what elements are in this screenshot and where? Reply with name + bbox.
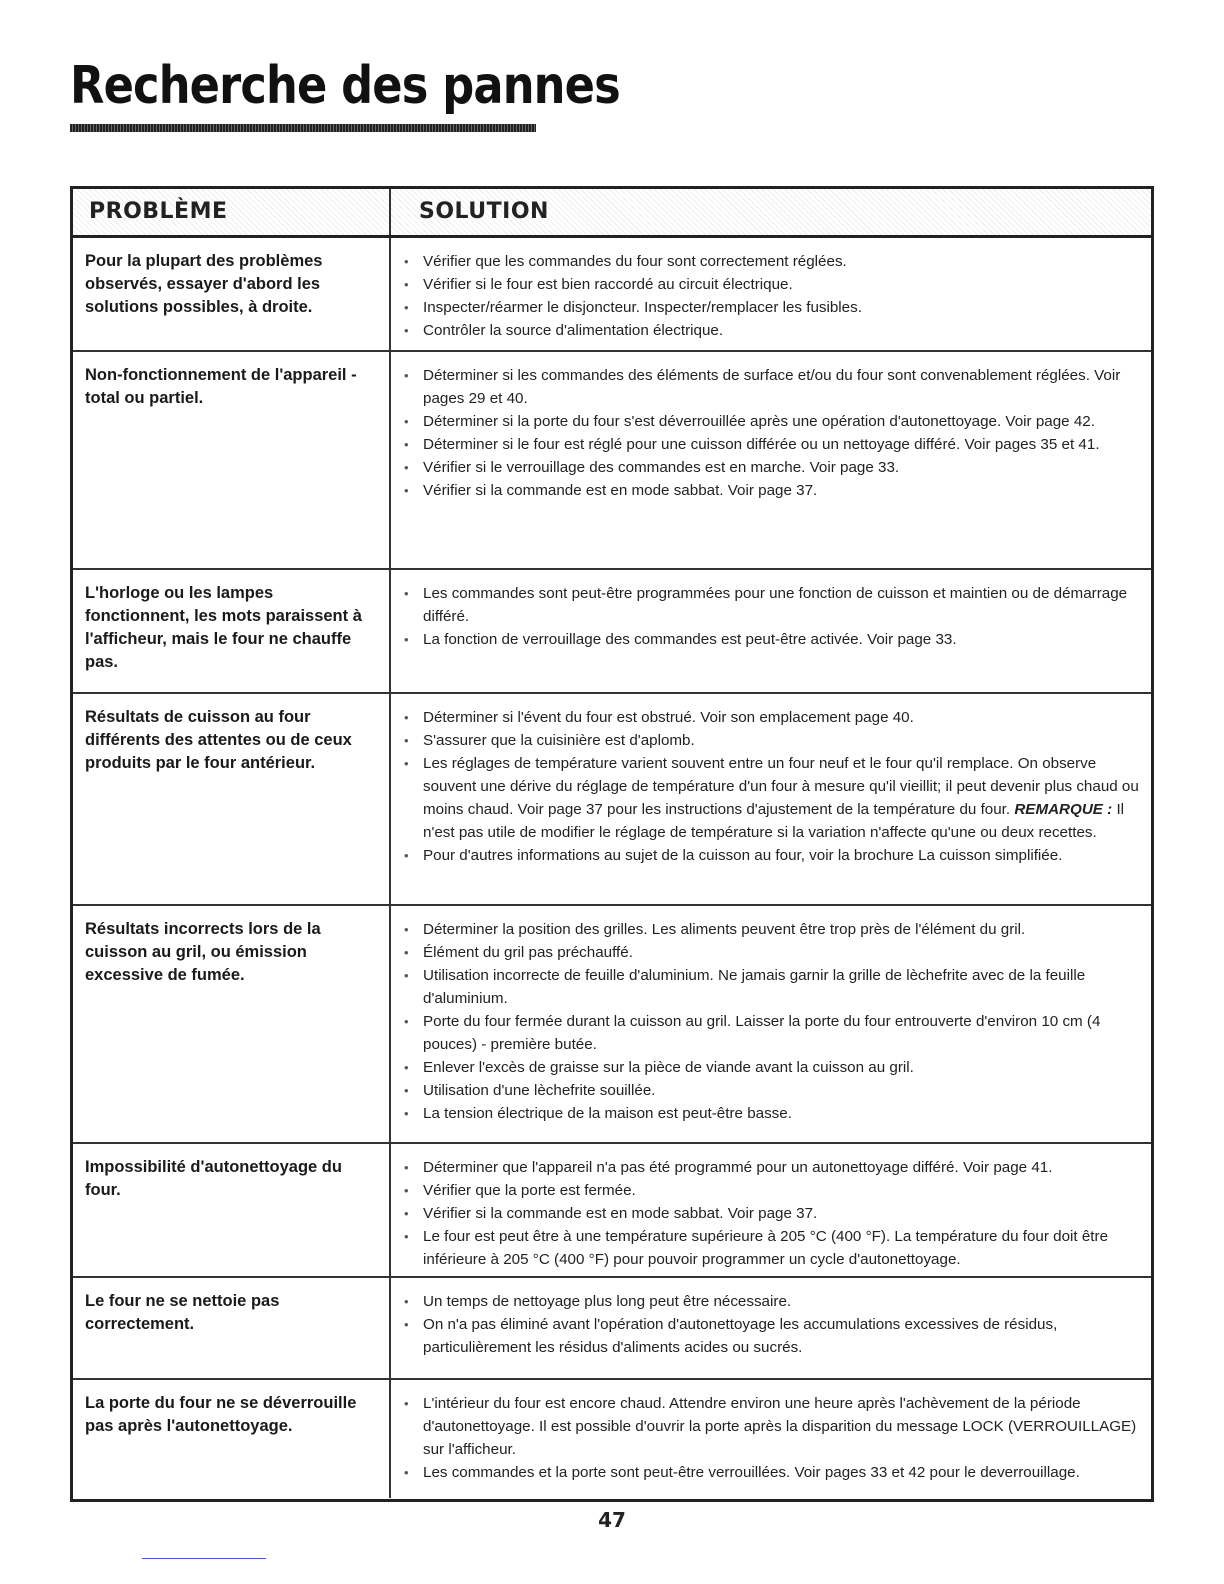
- solution-cell: [391, 1144, 1151, 1276]
- solution-list: [401, 1290, 1139, 1359]
- problem-cell: Impossibilité d'autonettoyage du four.: [73, 1144, 391, 1276]
- solution-item: • Enlever l'excès de graisse sur la pièce de viande avant la cuisson au gril.: [401, 1056, 1139, 1079]
- solution-item: • Pour d'autres informations au sujet de la cuisson au four, voir la brochure La cuisson simplifiée.: [401, 844, 1139, 867]
- solution-item: • La tension électrique de la maison est peut-être basse.: [401, 1102, 1139, 1125]
- table-row: [73, 694, 1151, 906]
- solution-item: • Vérifier que la porte est fermée.: [401, 1179, 1139, 1202]
- solution-item: • Le four est peut être à une température supérieure à 205 °C (400 °F). La température du four doit être inférieure à 205 °C (400 °F) pour pouvoir programmer un cycle d'autonettoyage.: [401, 1225, 1139, 1271]
- solution-cell: [391, 906, 1151, 1142]
- solution-item: • Les commandes et la porte sont peut-être verrouillées. Voir pages 33 et 42 pour le deverrouillage.: [401, 1461, 1139, 1484]
- solution-item: • S'assurer que la cuisinière est d'aplomb.: [401, 729, 1139, 752]
- page-number: 47: [598, 1508, 626, 1532]
- note-label: REMARQUE :: [1014, 801, 1113, 818]
- solution-cell: [391, 352, 1151, 568]
- solution-item: • Inspecter/réarmer le disjoncteur. Inspecter/remplacer les fusibles.: [401, 296, 1139, 319]
- solution-item: • Déterminer si l'évent du four est obstrué. Voir son emplacement page 40.: [401, 706, 1139, 729]
- table-row: [73, 238, 1151, 352]
- table-row: [73, 352, 1151, 570]
- problem-cell: Non-fonctionnement de l'appareil - total ou partiel.: [73, 352, 391, 568]
- solution-cell: [391, 238, 1151, 350]
- solution-item: • La fonction de verrouillage des commandes est peut-être activée. Voir page 33.: [401, 628, 1139, 651]
- problem-cell: L'horloge ou les lampes fonctionnent, les mots paraissent à l'afficheur, mais le four ne chauffe pas.: [73, 570, 391, 692]
- solution-item: • Vérifier si le four est bien raccordé au circuit électrique.: [401, 273, 1139, 296]
- solution-item: • L'intérieur du four est encore chaud. Attendre environ une heure après l'achèvement de la période d'autonettoyage. Il est possible d'ouvrir la porte après la disparition du message LOCK (VERROUILLAGE) sur l'afficheur.: [401, 1392, 1139, 1461]
- solution-list: [401, 1392, 1139, 1484]
- solution-item: • Contrôler la source d'alimentation électrique.: [401, 319, 1139, 342]
- solution-item: • Déterminer que l'appareil n'a pas été programmé pour un autonettoyage différé. Voir page 41.: [401, 1156, 1139, 1179]
- solution-item: • On n'a pas éliminé avant l'opération d'autonettoyage les accumulations excessives de résidus, particulièrement les résidus d'aliments acides ou sucrés.: [401, 1313, 1139, 1359]
- header-solution: SOLUTION: [419, 199, 549, 224]
- table-row: [73, 1278, 1151, 1380]
- solution-item: • Vérifier si la commande est en mode sabbat. Voir page 37.: [401, 1202, 1139, 1225]
- solution-item: • Vérifier si le verrouillage des commandes est en marche. Voir page 33.: [401, 456, 1139, 479]
- problem-cell: La porte du four ne se déverrouille pas après l'autonettoyage.: [73, 1380, 391, 1498]
- solution-item: [401, 752, 1139, 844]
- table-row: [73, 1380, 1151, 1498]
- solution-cell: [391, 1380, 1151, 1498]
- solution-cell: [391, 570, 1151, 692]
- header-problem: PROBLÈME: [73, 189, 391, 235]
- footer-rule: [142, 1558, 266, 1559]
- solution-cell: [391, 694, 1151, 904]
- problem-cell: Résultats incorrects lors de la cuisson au gril, ou émission excessive de fumée.: [73, 906, 391, 1142]
- solution-list: [401, 706, 1139, 867]
- solution-item: • Élément du gril pas préchauffé.: [401, 941, 1139, 964]
- problem-cell: Résultats de cuisson au four différents des attentes ou de ceux produits par le four antérieur.: [73, 694, 391, 904]
- solution-item: • Déterminer la position des grilles. Les aliments peuvent être trop près de l'élément du gril.: [401, 918, 1139, 941]
- solution-item: • Déterminer si les commandes des éléments de surface et/ou du four sont convenablement réglées. Voir pages 29 et 40.: [401, 364, 1139, 410]
- solution-item: • Utilisation incorrecte de feuille d'aluminium. Ne jamais garnir la grille de lèchefrite avec de la feuille d'aluminium.: [401, 964, 1139, 1010]
- note-text: Il n'est pas utile de modifier le réglage de température si la variation n'affecte qu'une ou deux recettes.: [423, 801, 1125, 841]
- table-row: [73, 570, 1151, 694]
- solution-item: • Les commandes sont peut-être programmées pour une fonction de cuisson et maintien ou de démarrage différé.: [401, 582, 1139, 628]
- solution-item: • Déterminer si le four est réglé pour une cuisson différée ou un nettoyage différé. Voir pages 35 et 41.: [401, 433, 1139, 456]
- solution-list: [401, 250, 1139, 342]
- solution-item: • Déterminer si la porte du four s'est déverrouillée après une opération d'autonettoyage. Voir page 42.: [401, 410, 1139, 433]
- solution-item: • Un temps de nettoyage plus long peut être nécessaire.: [401, 1290, 1139, 1313]
- table-row: [73, 1144, 1151, 1278]
- troubleshooting-table: [70, 186, 1154, 1502]
- solution-text: Les réglages de température varient souvent entre un four neuf et le four qu'il remplace. On observe souvent une dérive du réglage de température d'un four à mesure qu'il vieillit; il peut devenir plus chaud ou moins chaud. Voir page 37 pour les instructions d'ajustement de la température du four.: [423, 755, 1139, 818]
- solution-list: [401, 364, 1139, 502]
- solution-list: [401, 918, 1139, 1125]
- table-header: [73, 189, 1151, 238]
- solution-item: • Vérifier si la commande est en mode sabbat. Voir page 37.: [401, 479, 1139, 502]
- problem-cell: Le four ne se nettoie pas correctement.: [73, 1278, 391, 1378]
- title-underline: [70, 124, 536, 132]
- solution-cell: [391, 1278, 1151, 1378]
- page-title: Recherche des pannes: [70, 56, 620, 116]
- table-row: [73, 906, 1151, 1144]
- problem-cell: Pour la plupart des problèmes observés, essayer d'abord les solutions possibles, à droite.: [73, 238, 391, 350]
- solution-list: [401, 1156, 1139, 1271]
- solution-list: [401, 582, 1139, 651]
- solution-item: • Porte du four fermée durant la cuisson au gril. Laisser la porte du four entrouverte d'environ 10 cm (4 pouces) - première butée.: [401, 1010, 1139, 1056]
- solution-item: • Vérifier que les commandes du four sont correctement réglées.: [401, 250, 1139, 273]
- solution-item: • Utilisation d'une lèchefrite souillée.: [401, 1079, 1139, 1102]
